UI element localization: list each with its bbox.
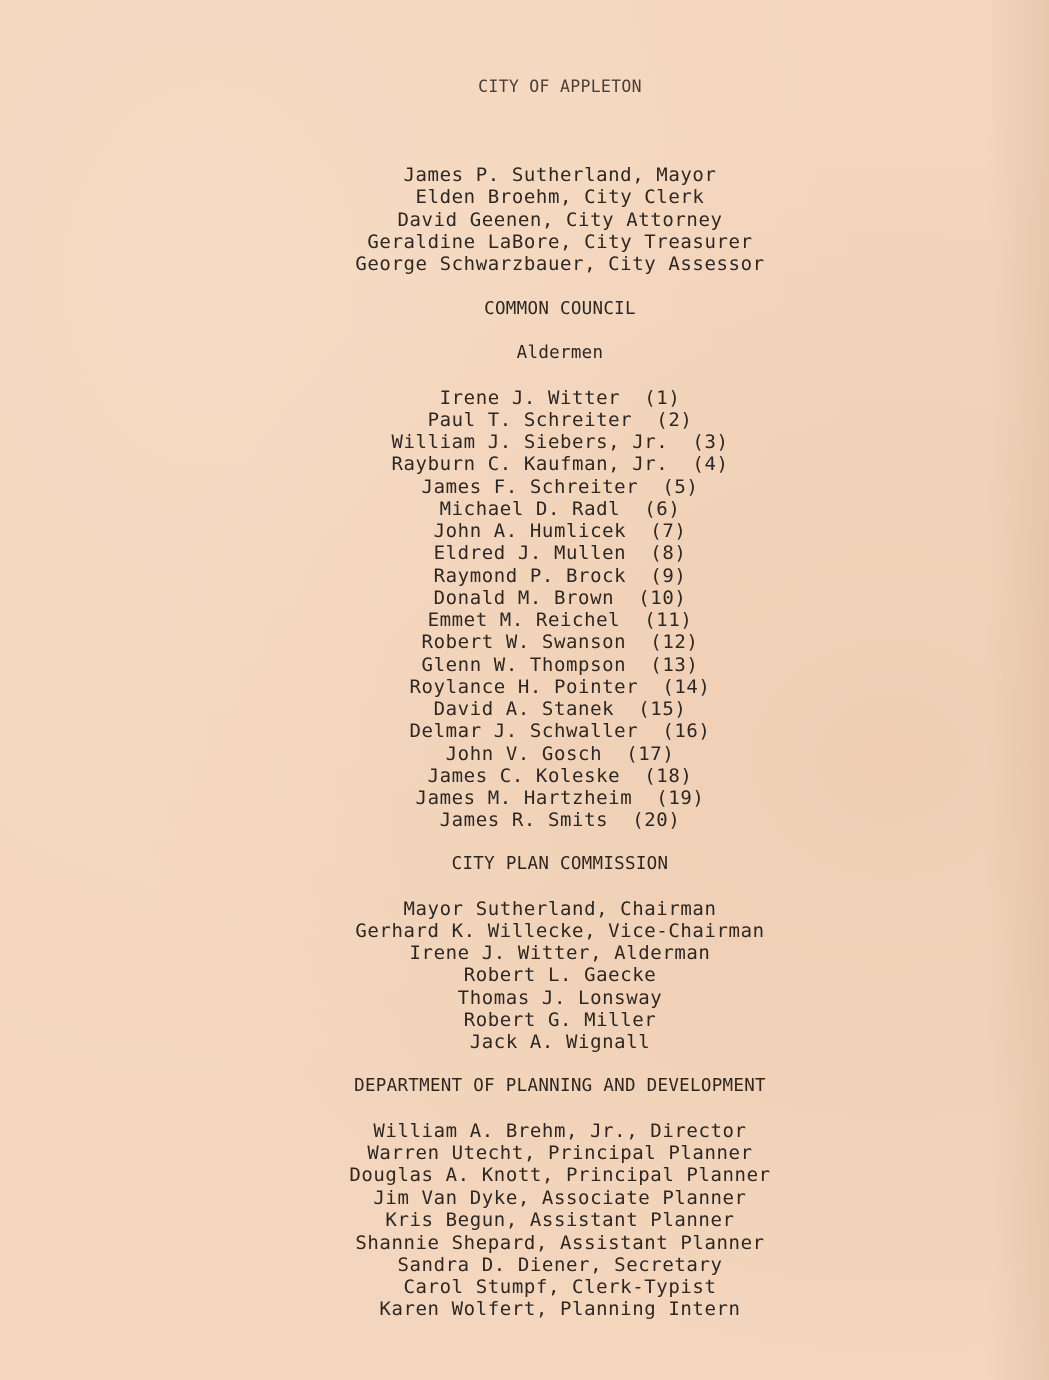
common-council-heading: COMMON COUNCIL <box>484 299 636 319</box>
alderman-line: Donald M. Brown (10) <box>433 587 687 609</box>
staff-line: Shannie Shepard, Assistant Planner <box>355 1232 765 1254</box>
official-line: James P. Sutherland, Mayor <box>403 164 717 186</box>
alderman-line: William J. Siebers, Jr. (3) <box>391 431 729 453</box>
alderman-line: Raymond P. Brock (9) <box>433 565 687 587</box>
commission-member-line: Mayor Sutherland, Chairman <box>403 898 717 920</box>
official-line: George Schwarzbauer, City Assessor <box>355 253 765 275</box>
document-title: CITY OF APPLETON <box>478 77 642 96</box>
commission-member-line: Thomas J. Lonsway <box>457 987 663 1009</box>
staff-line: William A. Brehm, Jr., Director <box>373 1120 747 1142</box>
planning-department-heading: DEPARTMENT OF PLANNING AND DEVELOPMENT <box>354 1076 766 1096</box>
staff-line: Jim Van Dyke, Associate Planner <box>373 1187 747 1209</box>
alderman-line: Robert W. Swanson (12) <box>421 631 699 653</box>
commission-member-line: Jack A. Wignall <box>469 1031 651 1053</box>
alderman-line: David A. Stanek (15) <box>433 698 687 720</box>
alderman-line: Roylance H. Pointer (14) <box>409 676 711 698</box>
alderman-line: Irene J. Witter (1) <box>439 387 681 409</box>
plan-commission-heading: CITY PLAN COMMISSION <box>451 854 669 874</box>
staff-line: Kris Begun, Assistant Planner <box>385 1209 735 1231</box>
staff-line: Sandra D. Diener, Secretary <box>397 1254 723 1276</box>
commission-member-line: Irene J. Witter, Alderman <box>409 942 711 964</box>
alderman-line: John V. Gosch (17) <box>445 743 675 765</box>
staff-line: Warren Utecht, Principal Planner <box>367 1142 753 1164</box>
staff-line: Douglas A. Knott, Principal Planner <box>349 1164 771 1186</box>
official-line: David Geenen, City Attorney <box>397 209 723 231</box>
staff-line: Karen Wolfert, Planning Intern <box>379 1298 741 1320</box>
alderman-line: Eldred J. Mullen (8) <box>433 542 687 564</box>
alderman-line: John A. Humlicek (7) <box>433 520 687 542</box>
alderman-line: Delmar J. Schwaller (16) <box>409 720 711 742</box>
staff-line: Carol Stumpf, Clerk-Typist <box>403 1276 717 1298</box>
alderman-line: James C. Koleske (18) <box>427 765 693 787</box>
alderman-line: James F. Schreiter (5) <box>421 476 699 498</box>
alderman-line: Emmet M. Reichel (11) <box>427 609 693 631</box>
alderman-line: Glenn W. Thompson (13) <box>421 654 699 676</box>
alderman-line: James R. Smits (20) <box>439 809 681 831</box>
commission-member-line: Robert L. Gaecke <box>463 964 657 986</box>
alderman-line: Rayburn C. Kaufman, Jr. (4) <box>391 453 729 475</box>
official-line: Elden Broehm, City Clerk <box>415 186 705 208</box>
commission-member-line: Gerhard K. Willecke, Vice-Chairman <box>355 920 765 942</box>
official-line: Geraldine LaBore, City Treasurer <box>367 231 753 253</box>
aldermen-subheading: Aldermen <box>516 343 604 363</box>
alderman-line: Michael D. Radl (6) <box>439 498 681 520</box>
alderman-line: James M. Hartzheim (19) <box>415 787 705 809</box>
commission-member-line: Robert G. Miller <box>463 1009 657 1031</box>
alderman-line: Paul T. Schreiter (2) <box>427 409 693 431</box>
